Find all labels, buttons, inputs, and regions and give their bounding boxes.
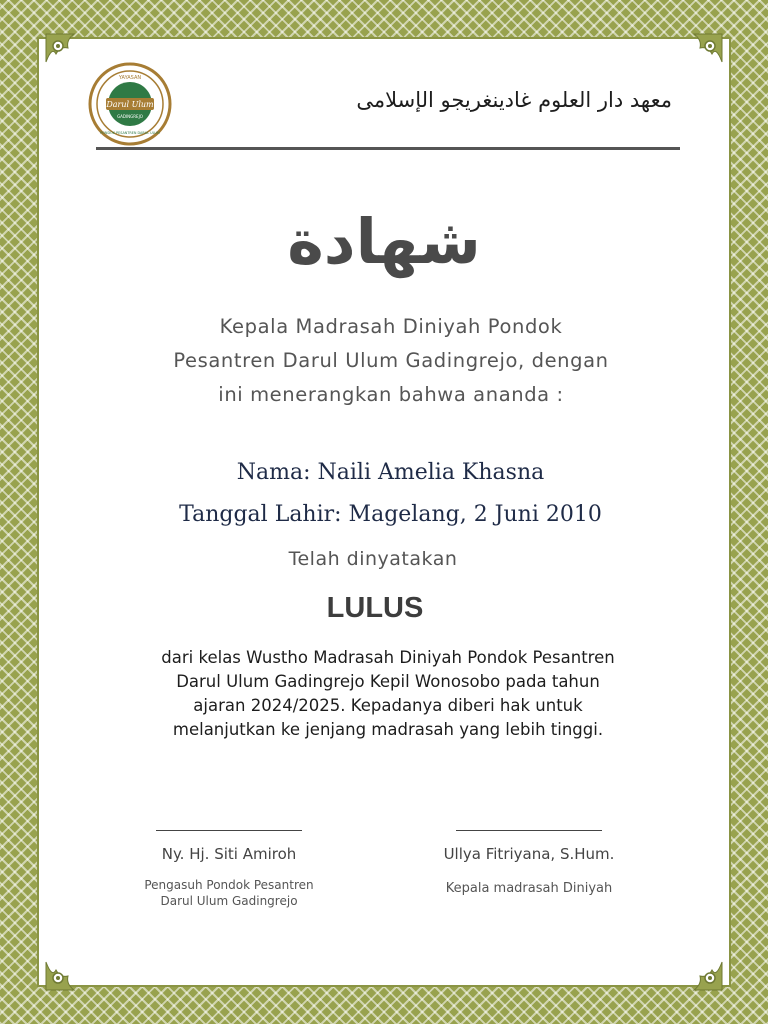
floral-corner-ornament-icon [678,946,724,992]
floral-corner-ornament-icon [44,946,90,992]
logo-line-4: PONDOK PESANTREN DARUL ULUM [100,131,160,135]
signature-line [456,830,602,831]
signatory-role [118,877,340,909]
signatory-name: Ny. Hj. Siti Amiroh [161,845,297,863]
logo-line-1: YAYASAN [118,75,142,81]
floral-corner-ornament-icon [678,32,724,78]
signatory-role-line: Kepala madrasah Diniyah [445,881,613,896]
intro-text [120,310,662,412]
signatory-role-line: Darul Ulum Gadingrejo [160,894,298,908]
signatory-role-line: Pengasuh Pondok Pesantren [144,878,314,892]
student-name: Nama: Naili Amelia Khasna [236,460,545,485]
logo-line-2: Darul Ulum [106,100,154,109]
signatory-role [418,881,640,897]
header-divider [96,147,680,150]
logo-line-3: GADINGREJO [117,114,143,119]
description-line: dari kelas Wustho Madrasah Diniyah Pondok Pesantren [161,648,615,667]
stated-text: Telah dinyatakan [288,548,458,570]
signature-block-left [118,830,340,909]
intro-line: Kepala Madrasah Diniyah Pondok [219,315,563,338]
status-badge: LULUS [326,592,424,624]
intro-line: ini menerangkan bahwa ananda : [218,383,564,406]
intro-line: Pesantren Darul Ulum Gadingrejo, dengan [173,349,609,372]
description-text [128,646,648,742]
arabic-institution-name: معهد دار العلوم غادينغريجو الإسلامى [356,88,672,112]
signature-line [156,830,302,831]
description-line: melanjutkan ke jenjang madrasah yang lebih tinggi. [172,720,604,739]
student-birth-info: Tanggal Lahir: Magelang, 2 Juni 2010 [179,502,602,527]
signature-block-right [418,830,640,897]
description-line: Darul Ulum Gadingrejo Kepil Wonosobo pada tahun [176,672,600,691]
darul-ulum-seal-icon [88,62,172,146]
signatory-name: Ullya Fitriyana, S.Hum. [443,845,615,863]
certificate-title: شهادة [287,205,481,278]
floral-corner-ornament-icon [44,32,90,78]
description-line: ajaran 2024/2025. Kepadanya diberi hak untuk [193,696,583,715]
